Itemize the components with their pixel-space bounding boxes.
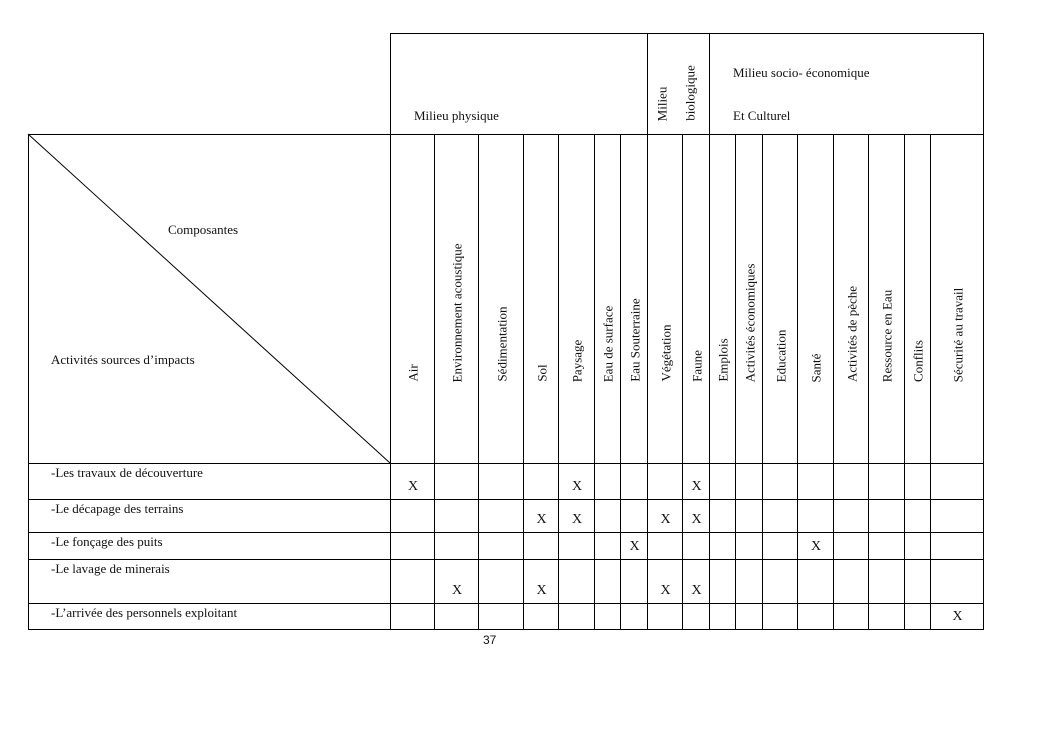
row-label: -L’arrivée des personnels exploitant xyxy=(51,605,238,620)
impact-mark: X xyxy=(536,512,547,527)
column-header: Eau de surface xyxy=(600,305,616,382)
impact-mark: X xyxy=(660,512,671,527)
row-rule xyxy=(28,499,984,500)
column-header: Environnement acoustique xyxy=(449,243,465,382)
impact-mark: X xyxy=(691,479,702,494)
row-rule xyxy=(28,532,984,533)
impact-mark: X xyxy=(536,583,547,598)
group-milieu-socio-economique: Milieu socio- économique xyxy=(733,65,870,80)
impact-mark: X xyxy=(691,512,702,527)
row-label: -Le fonçage des puits xyxy=(51,534,163,549)
column-header: Sol xyxy=(534,364,549,382)
column-rule xyxy=(478,134,479,630)
column-header: Eau Souterraine xyxy=(627,298,642,382)
column-rule xyxy=(558,134,559,630)
impact-mark: X xyxy=(660,583,671,598)
impact-mark: X xyxy=(629,539,640,554)
corner-composantes: Composantes xyxy=(168,222,239,237)
corner-activites: Activités sources d’impacts xyxy=(51,352,195,367)
column-header: Activités de pèche xyxy=(844,285,859,382)
column-header: Végétation xyxy=(658,324,673,382)
table-top-rule xyxy=(390,33,984,34)
column-rule xyxy=(797,134,798,630)
row-label: -Les travaux de découverture xyxy=(51,465,203,480)
column-header: Education xyxy=(773,329,788,382)
page-number: 37 xyxy=(483,633,497,647)
group-divider-rule xyxy=(709,33,710,630)
column-header: Ressource en Eau xyxy=(879,289,895,382)
impact-mark: X xyxy=(691,583,702,598)
impact-mark: X xyxy=(571,512,583,527)
group-divider-rule xyxy=(647,33,648,630)
group-milieu-biologique-line2: biologique xyxy=(682,65,698,121)
column-rule xyxy=(868,134,869,630)
column-rule xyxy=(434,134,435,630)
header-divider-rule xyxy=(28,134,984,135)
group-culturel: Et Culturel xyxy=(733,108,791,123)
group-milieu-biologique-line1: Milieu xyxy=(654,86,670,122)
row-rule xyxy=(28,603,984,604)
group-milieu-physique: Milieu physique xyxy=(414,108,499,123)
column-header: Santé xyxy=(808,353,824,382)
row-rule xyxy=(28,559,984,560)
impact-mark: X xyxy=(407,479,419,494)
column-header: Conflits xyxy=(910,340,926,382)
column-header: Sécurité au travail xyxy=(950,287,965,382)
table-right-rule xyxy=(983,33,984,630)
column-header: Activités économiques xyxy=(742,263,757,382)
column-rule xyxy=(620,134,621,630)
row-rule xyxy=(28,629,984,630)
column-header: Emplois xyxy=(715,338,731,382)
column-header: Air xyxy=(405,364,421,382)
row-rule xyxy=(28,463,984,464)
row-label: -Le décapage des terrains xyxy=(51,501,184,516)
column-rule xyxy=(833,134,834,630)
row-label: -Le lavage de minerais xyxy=(51,561,170,576)
column-header: Sédimentation xyxy=(494,306,509,382)
impact-mark: X xyxy=(451,583,463,598)
column-header: Faune xyxy=(689,350,704,382)
column-rule xyxy=(523,134,524,630)
column-rule xyxy=(762,134,763,630)
label-column-rule xyxy=(390,33,391,630)
column-rule xyxy=(904,134,905,630)
impact-mark: X xyxy=(810,539,822,554)
column-rule xyxy=(735,134,736,630)
column-rule xyxy=(930,134,931,630)
table-left-rule xyxy=(28,134,29,630)
column-rule xyxy=(682,134,683,630)
impact-mark: X xyxy=(571,479,583,494)
impact-mark: X xyxy=(952,609,963,624)
column-header: Paysage xyxy=(569,339,585,382)
column-rule xyxy=(594,134,595,630)
